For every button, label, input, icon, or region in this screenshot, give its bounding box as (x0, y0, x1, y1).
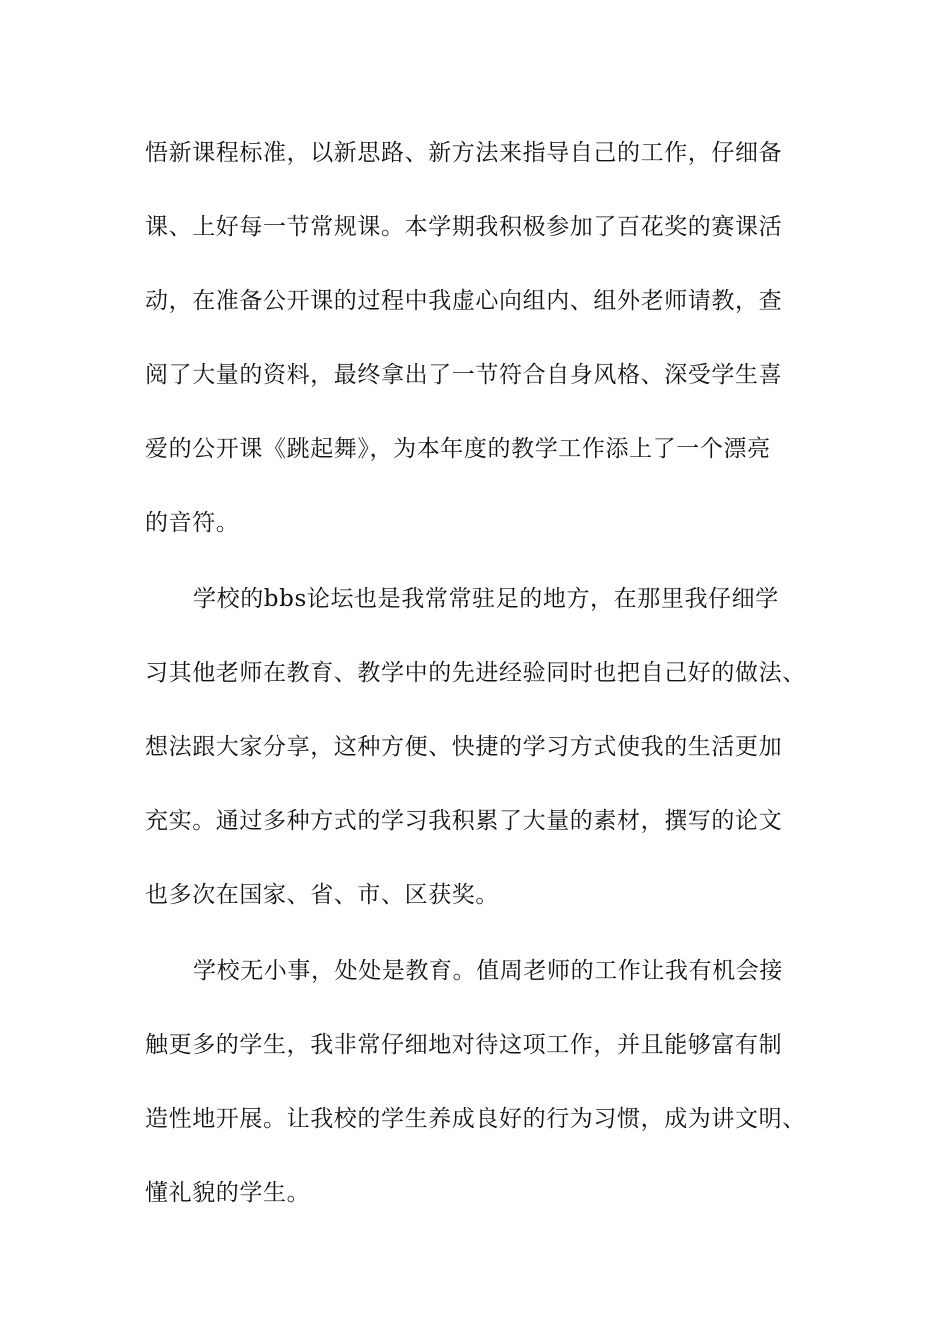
paragraph-first-line: 学校无小事，处处是教育。值周老师的工作让我有机会接 (193, 958, 783, 984)
text-line: 习其他老师在教育、教学中的先进经验同时也把自己好的做法、 (145, 660, 806, 686)
text-line: 爱的公开课《跳起舞》，为本年度的教学工作添上了一个漂亮 (145, 436, 771, 462)
text-line: 悟新课程标准，以新思路、新方法来指导自己的工作，仔细备 (145, 140, 783, 166)
text-line: 也多次在国家、省、市、区获奖。 (145, 882, 499, 908)
text-line: 触更多的学生，我非常仔细地对待这项工作，并且能够富有制 (145, 1032, 783, 1058)
text-line: 充实。通过多种方式的学习我积累了大量的素材，撰写的论文 (145, 808, 783, 834)
text-line: 阅了大量的资料，最终拿出了一节符合自身风格、深受学生喜 (145, 362, 783, 388)
text-line: 想法跟大家分享，这种方便、快捷的学习方式使我的生活更加 (145, 734, 783, 760)
paragraph-first-line: 学校的bbs论坛也是我常常驻足的地方，在那里我仔细学 (193, 586, 779, 612)
text-line: 动，在准备公开课的过程中我虚心向组内、组外老师请教，查 (145, 288, 783, 314)
text-line: 的音符。 (145, 510, 240, 536)
text-line: 懂礼貌的学生。 (145, 1180, 311, 1206)
text-line: 课、上好每一节常规课。本学期我积极参加了百花奖的赛课活 (145, 214, 783, 240)
text-line: 造性地开展。让我校的学生养成良好的行为习惯，成为讲文明、 (145, 1106, 806, 1132)
